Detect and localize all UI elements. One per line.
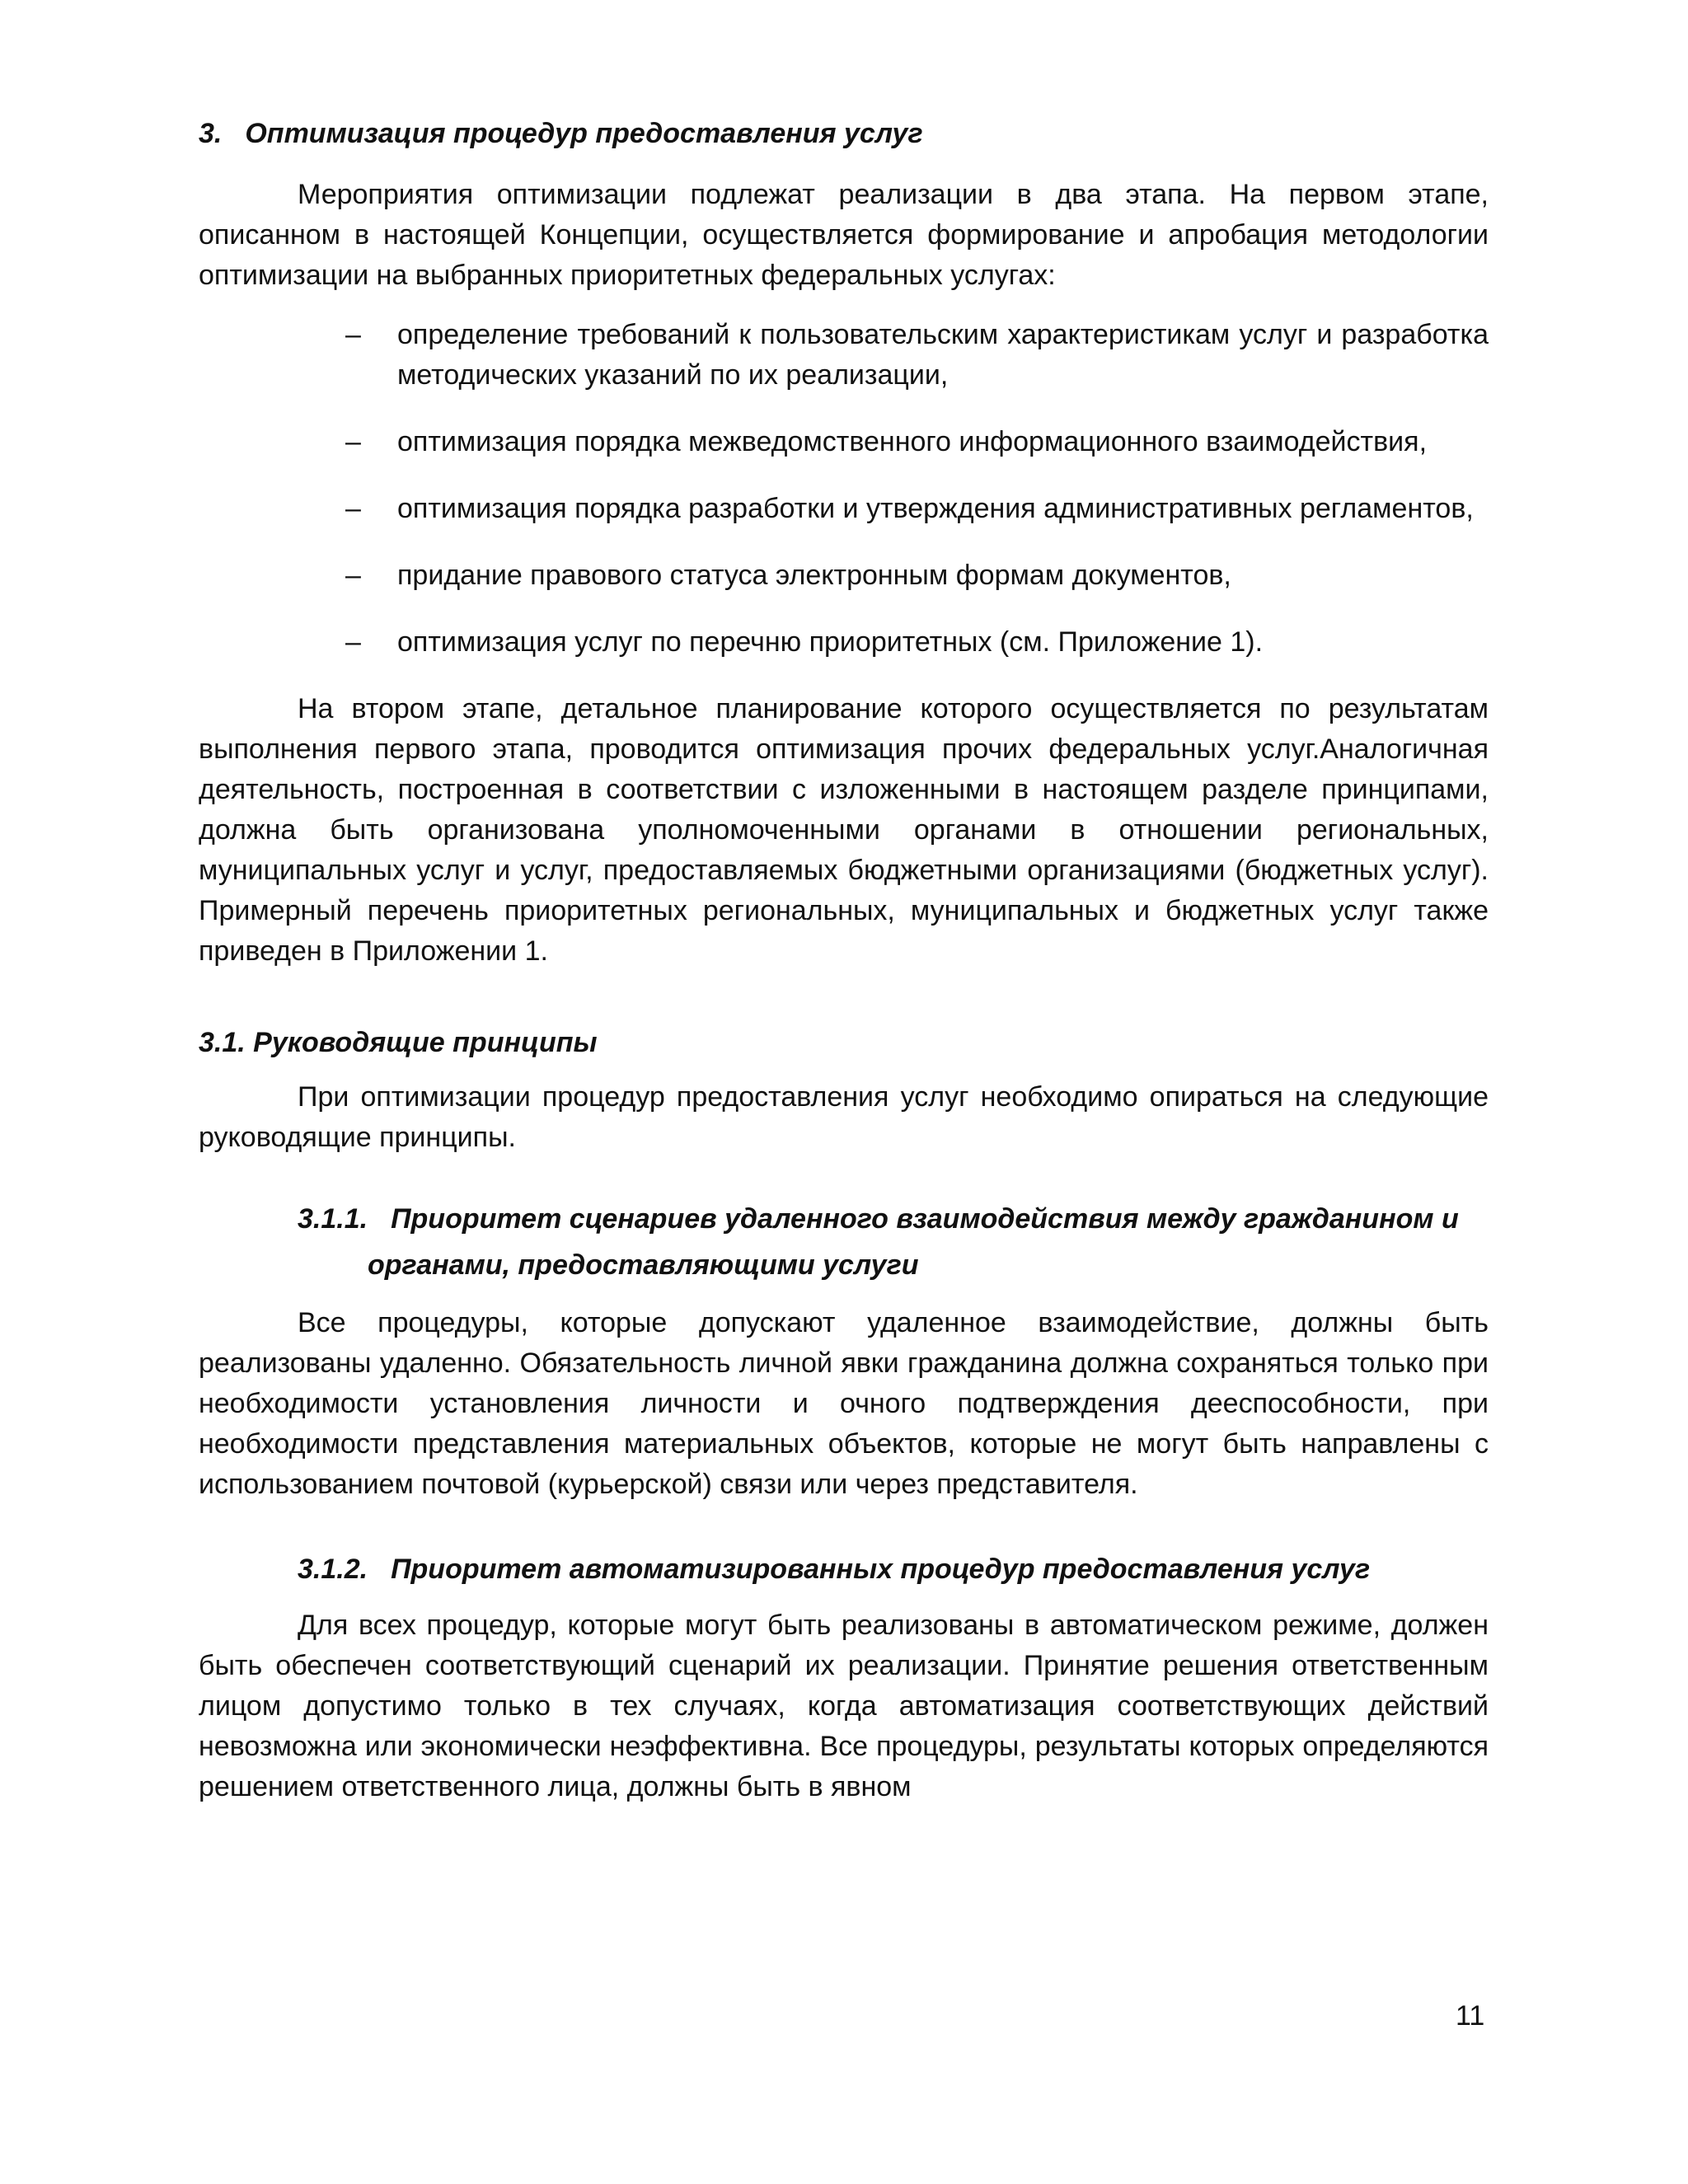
- section-3-1-2-title: Приоритет автоматизированных процедур предоставления услуг: [391, 1554, 1371, 1585]
- section-3-1-1-title: Приоритет сценариев удаленного взаимодействия между гражданином и органами, предоставляющими услуги: [368, 1203, 1459, 1281]
- section-3-1-text: При оптимизации процедур предоставления услуг необходимо опираться на следующие руководящие принципы.: [199, 1081, 1489, 1153]
- section-3-1-2-number: 3.1.2.: [298, 1554, 368, 1585]
- list-item-text: оптимизация порядка разработки и утверждения административных регламентов,: [397, 493, 1474, 524]
- list-item: [199, 489, 1489, 529]
- section-3-heading: [199, 114, 1489, 153]
- list-item: [199, 422, 1489, 462]
- section-3-1-1-number: 3.1.1.: [298, 1203, 368, 1235]
- list-item: [199, 315, 1489, 396]
- section-3-number: 3.: [199, 118, 223, 149]
- section-3-1-heading: 3.1. Руководящие принципы: [199, 1027, 598, 1058]
- section-3-1-1-text: Все процедуры, которые допускают удаленное взаимодействие, должны быть реализованы удаленно. Обязательность личной явки гражданина должна сохраняться только при необходимости установления личности и очного подтверждения дееспособности, при необходимости представления материальных объектов, которые не могут быть направлены с использованием почтовой (курьерской) связи или через представителя.: [199, 1307, 1489, 1500]
- section-3-intro: Мероприятия оптимизации подлежат реализации в два этапа. На первом этапе, описанном в настоящей Концепции, осуществляется формирование и апробация методологии оптимизации на выбранных приоритетных федеральных услугах:: [199, 179, 1489, 291]
- section-3-stage2: На втором этапе, детальное планирование которого осуществляется по результатам выполнения первого этапа, проводится оптимизация прочих федеральных услуг.Аналогичная деятельность, построенная в соответствии с изложенными в настоящем разделе принципами, должна быть организована уполномоченными органами в отношении региональных, муниципальных услуг и услуг, предоставляемых бюджетными организациями (бюджетных услуг). Примерный перечень приоритетных региональных, муниципальных и бюджетных услуг также приведен в Приложении 1.: [199, 693, 1489, 967]
- section-3-1-2-text: Для всех процедур, которые могут быть реализованы в автоматическом режиме, должен быть обеспечен соответствующий сценарий их реализации. Принятие решения ответственным лицом допустимо только в тех случаях, когда автоматизация соответствующих действий невозможна или экономически неэффективна. Все процедуры, результаты которых определяются решением ответственного лица, должны быть в явном: [199, 1610, 1489, 1802]
- dash-bullet: –: [345, 493, 361, 524]
- list-item-text: оптимизация порядка межведомственного информационного взаимодействия,: [397, 426, 1428, 457]
- page-content: [199, 114, 1489, 1807]
- dash-bullet: –: [345, 319, 361, 350]
- list-item-text: придание правового статуса электронным формам документов,: [397, 560, 1231, 591]
- list-item: [199, 622, 1489, 663]
- optimization-list: [199, 315, 1489, 663]
- dash-bullet: –: [345, 426, 361, 457]
- list-item-text: определение требований к пользовательским характеристикам услуг и разработка методических указаний по их реализации,: [397, 319, 1489, 391]
- dash-bullet: –: [345, 560, 361, 591]
- page-number: 11: [1456, 2000, 1485, 2032]
- section-3-1-2-heading: [199, 1546, 1489, 1592]
- section-3-title: Оптимизация процедур предоставления услуг: [245, 118, 923, 149]
- section-3-1-1-heading: [199, 1196, 1489, 1288]
- list-item: [199, 555, 1489, 596]
- dash-bullet: –: [345, 626, 361, 658]
- list-item-text: оптимизация услуг по перечню приоритетных (см. Приложение 1).: [397, 626, 1264, 658]
